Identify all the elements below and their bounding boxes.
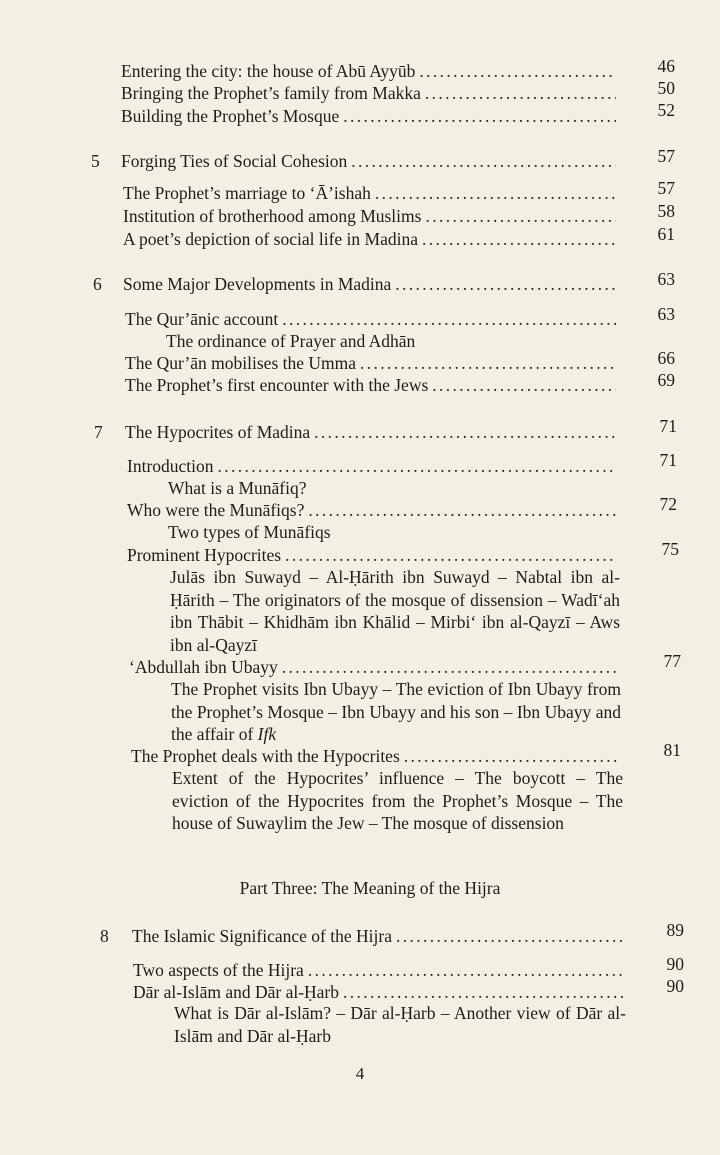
toc-entry: [121, 60, 616, 82]
leader-dots: [282, 308, 616, 330]
entry-title: Institution of brotherhood among Muslims: [123, 206, 422, 226]
chapter-entry: [123, 273, 616, 295]
chapter-entry: [132, 925, 622, 947]
entry-title: Dār al-Islām and Dār al-Ḥarb: [133, 982, 340, 1002]
entry-page-number: 71: [659, 450, 677, 470]
entry-page-number: 52: [657, 100, 675, 120]
entry-page-number: 57: [657, 146, 675, 166]
entry-page-number: 66: [657, 348, 675, 368]
toc-entry: [125, 308, 616, 330]
leader-dots: [343, 105, 616, 127]
subentry-title: The ordinance of Prayer and Adhān: [166, 331, 416, 351]
chapter-number: 7: [94, 422, 103, 442]
entry-page-number: 46: [657, 56, 675, 76]
toc-entry: [127, 499, 616, 521]
page-folio: 4: [355, 1064, 365, 1083]
toc-entry: [131, 745, 620, 767]
toc-entry: [133, 959, 623, 981]
entry-title: Introduction: [127, 456, 214, 476]
toc-entry: [123, 182, 616, 204]
entry-title: Bringing the Prophet’s family from Makka: [121, 83, 421, 103]
chapter-title: The Islamic Significance of the Hijra: [132, 926, 392, 946]
leader-dots: [422, 228, 616, 250]
toc-subentry: [166, 330, 415, 352]
toc-entry: [133, 981, 623, 1003]
leader-dots: [308, 499, 616, 521]
entry-page-number: 71: [659, 416, 677, 436]
subentry-description: Julās ibn Suwayd – Al-Ḥārith ibn Suwayd – Nabtal ibn al-Ḥārith – The originators of the mosque of dissension – Wadī‘ah ibn Thābit – Khidhām ibn Khālid – Mirbi‘ ibn al-Qayzī – Aws ibn al-Qayzī: [170, 567, 620, 655]
entry-page-number: 77: [663, 651, 681, 671]
entry-title: Entering the city: the house of Abū Ayyūb: [121, 61, 416, 81]
leader-dots: [425, 205, 616, 227]
chapter-title: Forging Ties of Social Cohesion: [121, 151, 348, 171]
toc-entry: [123, 205, 616, 227]
leader-dots: [395, 273, 616, 295]
chapter-title: The Hypocrites of Madina: [125, 422, 311, 442]
entry-page-number: 75: [661, 539, 679, 559]
entry-page-number: 50: [657, 78, 675, 98]
leader-dots: [360, 352, 616, 374]
leader-dots: [314, 421, 616, 443]
toc-entry: [127, 544, 616, 566]
leader-dots: [351, 150, 616, 172]
toc-entry: [121, 82, 616, 104]
chapter-number: 8: [100, 926, 109, 946]
leader-dots: [404, 745, 620, 767]
entry-page-number: 63: [657, 269, 675, 289]
subentry-description: What is Dār al-Islām? – Dār al-Ḥarb – Another view of Dār al-Islām and Dār al-Ḥarb: [174, 1003, 626, 1046]
toc-subentry: [168, 521, 331, 543]
entry-page-number: 69: [657, 370, 675, 390]
leader-dots: [308, 959, 623, 981]
entry-title: The Prophet deals with the Hypocrites: [131, 746, 400, 766]
entry-page-number: 90: [666, 976, 684, 996]
subentry-description: Extent of the Hypocrites’ influence – The boycott – The eviction of the Hypocrites from the Prophet’s Mosque – The house of Suwaylim the Jew – The mosque of dissension: [172, 768, 623, 833]
chapter-number: 6: [93, 274, 102, 294]
chapter-entry: [125, 421, 616, 443]
leader-dots: [218, 455, 616, 477]
toc-entry: [129, 656, 618, 678]
subentry-title: What is a Munāfiq?: [168, 478, 307, 498]
entry-page-number: 81: [663, 740, 681, 760]
toc-entry: [123, 228, 616, 250]
entry-title: ‘Abdullah ibn Ubayy: [129, 657, 278, 677]
entry-page-number: 61: [657, 224, 675, 244]
entry-page-number: 63: [657, 304, 675, 324]
entry-title: Two aspects of the Hijra: [133, 960, 304, 980]
entry-title: The Prophet’s marriage to ‘Ā’ishah: [123, 183, 371, 203]
leader-dots: [375, 182, 616, 204]
chapter-entry: [121, 150, 616, 172]
leader-dots: [285, 544, 616, 566]
leader-dots: [343, 981, 623, 1003]
chapter-number: 5: [91, 151, 100, 171]
entry-title: The Qur’ān mobilises the Umma: [125, 353, 357, 373]
leader-dots: [425, 82, 616, 104]
toc-entry: [125, 352, 616, 374]
leader-dots: [432, 374, 616, 396]
entry-title: Prominent Hypocrites: [127, 545, 282, 565]
entry-page-number: 58: [657, 201, 675, 221]
toc-entry: [121, 105, 616, 127]
subentry-description: [171, 678, 621, 746]
toc-entry: [125, 374, 616, 396]
leader-dots: [396, 925, 622, 947]
subentry-title: Two types of Munāfiqs: [168, 522, 331, 542]
leader-dots: [282, 656, 618, 678]
leader-dots: [419, 60, 616, 82]
subentry-description-text: The Prophet visits Ibn Ubayy – The eviction of Ibn Ubayy from the Prophet’s Mosque – Ibn Ubayy and his son – Ibn Ubayy and the affair of: [171, 679, 621, 744]
toc-entry: [127, 455, 616, 477]
entry-page-number: 89: [666, 920, 684, 940]
toc-subentry: [168, 477, 307, 499]
chapter-title: Some Major Developments in Madina: [123, 274, 392, 294]
entry-title: The Qur’ānic account: [125, 309, 279, 329]
entry-page-number: 72: [659, 494, 677, 514]
entry-page-number: 57: [657, 178, 675, 198]
entry-title: A poet’s depiction of social life in Madina: [123, 229, 419, 249]
italic-term: Ifk: [257, 724, 277, 744]
part-heading: Part Three: The Meaning of the Hijra: [239, 878, 501, 898]
entry-title: Building the Prophet’s Mosque: [121, 106, 340, 126]
entry-title: Who were the Munāfiqs?: [127, 500, 305, 520]
entry-page-number: 90: [666, 954, 684, 974]
entry-title: The Prophet’s first encounter with the Jews: [125, 375, 429, 395]
